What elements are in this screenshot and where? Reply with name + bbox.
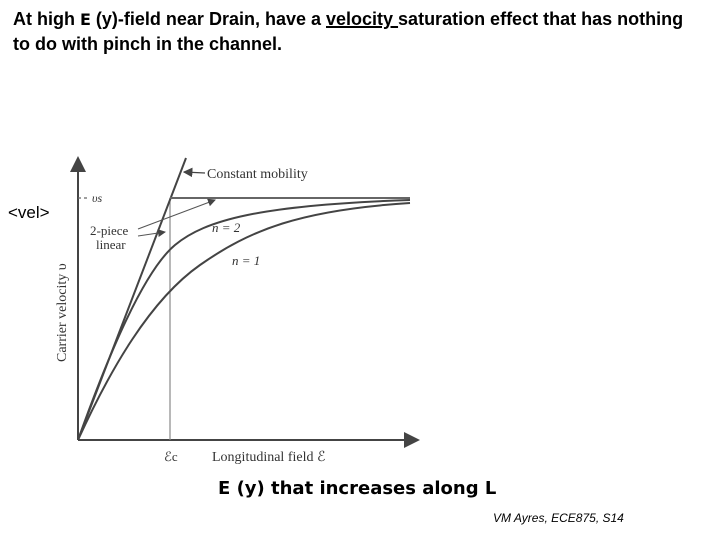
x-axis-label: Longitudinal field ℰ: [212, 450, 326, 465]
field-caption: E (y) that increases along L: [218, 478, 497, 499]
heading-underlined-word: velocity: [326, 9, 399, 29]
two-piece-label-line-1: 2-piece: [90, 223, 129, 238]
two-piece-pointer-1: [138, 200, 215, 229]
n1-label: n = 1: [232, 253, 261, 268]
ec-label: ℰc: [164, 449, 178, 464]
constant-mobility-label: Constant mobility: [207, 167, 308, 182]
constant-mobility-pointer: [184, 172, 205, 173]
y-axis-label: Carrier velocity υ: [55, 263, 70, 362]
heading-part-1: At high: [13, 9, 80, 29]
heading-part-2: (y)-field near Drain, have a: [90, 9, 326, 29]
vs-label: υs: [92, 191, 103, 205]
n2-label: n = 2: [212, 220, 241, 235]
heading-part-3: saturation effect that has nothing to do with pinch in the channel.: [13, 9, 684, 54]
two-piece-label-line-2: linear: [96, 237, 126, 252]
credit-text: VM Ayres, ECE875, S14: [493, 511, 624, 525]
heading-e-symbol: E: [79, 10, 91, 29]
two-piece-pointer-2: [138, 232, 165, 236]
n1-curve: [78, 203, 410, 440]
vel-label: <vel>: [8, 203, 50, 222]
